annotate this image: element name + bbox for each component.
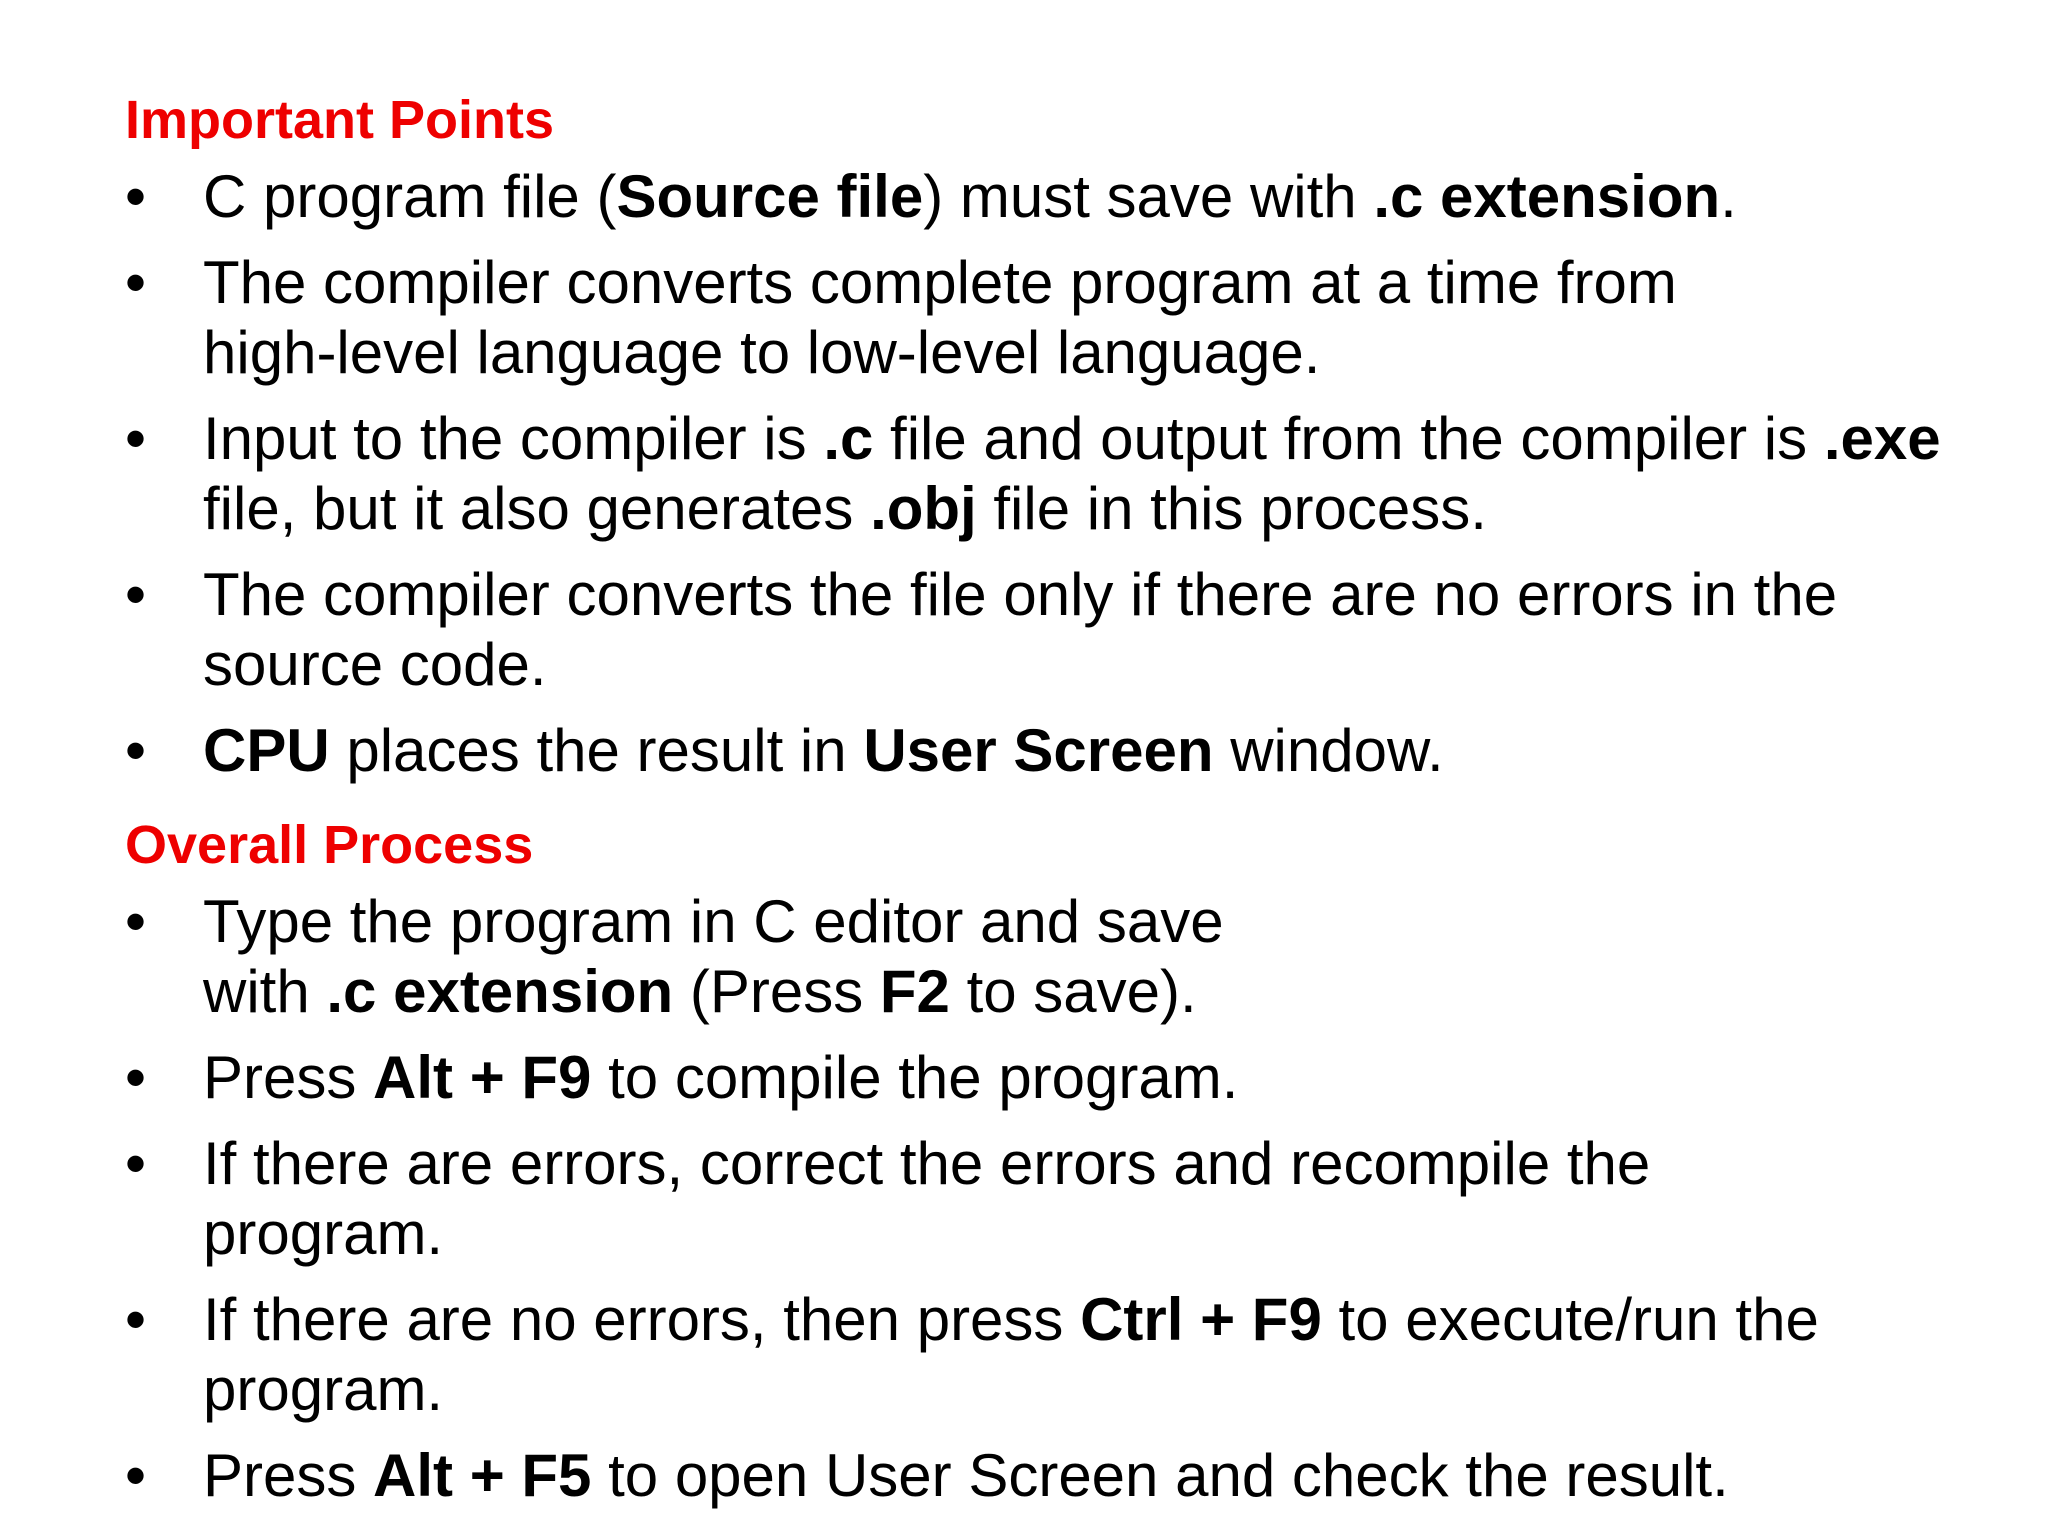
bullet-dot-icon: • — [125, 561, 147, 628]
text-run: to save). — [949, 958, 1197, 1025]
text-run: to execute/run the program. — [203, 1286, 1819, 1423]
text-run: If there are no errors, then press — [203, 1286, 1081, 1353]
bullet-item — [125, 560, 1925, 700]
section-heading: Important Points — [125, 90, 554, 150]
text-run: places the result in — [329, 717, 864, 784]
bullet-dot-icon: • — [125, 249, 147, 316]
text-run: If there are errors, correct the errors and recompile the program. — [203, 1130, 1651, 1267]
bullet-text — [203, 249, 1677, 386]
text-run: (Press — [673, 958, 880, 1025]
bullet-item — [125, 1285, 1925, 1425]
bullet-text — [203, 405, 1941, 542]
text-run: Press — [203, 1044, 374, 1111]
bullet-dot-icon: • — [125, 405, 147, 472]
text-run: Type the program in C editor and save with — [203, 888, 1224, 1025]
text-run: C program file ( — [203, 163, 617, 230]
section-overall-process — [125, 813, 1985, 1511]
bullet-item — [125, 248, 1805, 388]
bullet-dot-icon: • — [125, 888, 147, 955]
text-run: . — [1720, 163, 1737, 230]
bullet-text — [203, 1130, 1650, 1267]
bullet-item — [125, 1129, 1845, 1269]
text-run: ) must save with — [923, 163, 1374, 230]
text-run: to compile the program. — [591, 1044, 1239, 1111]
bullet-text — [203, 1044, 1238, 1111]
text-run: file and output from the compiler is — [873, 405, 1824, 472]
bullet-item — [125, 1441, 1985, 1511]
bullet-text — [203, 1286, 1819, 1423]
bullet-dot-icon: • — [125, 1442, 147, 1509]
bold-text: F2 — [879, 958, 950, 1025]
bold-text: .c extension — [326, 958, 674, 1025]
text-run: to open User Screen and check the result. — [591, 1442, 1729, 1509]
bullet-dot-icon: • — [125, 163, 147, 230]
bullet-text — [203, 561, 1837, 698]
bullet-item — [125, 716, 1985, 786]
bullet-dot-icon: • — [125, 1044, 147, 1111]
text-run: window. — [1213, 717, 1444, 784]
bold-text: Ctrl + F9 — [1080, 1286, 1322, 1353]
bullet-text — [203, 163, 1737, 230]
text-run: The compiler converts the file only if there are no errors in the source code. — [203, 561, 1838, 698]
bold-text: .c extension — [1373, 163, 1721, 230]
bold-text: User Screen — [863, 717, 1214, 784]
bold-text: Alt + F9 — [373, 1044, 592, 1111]
text-run: file in this process. — [976, 475, 1487, 542]
text-run: Press — [203, 1442, 374, 1509]
bullet-item — [125, 404, 1985, 544]
bullet-item — [125, 1043, 1985, 1113]
section-heading: Overall Process — [125, 815, 534, 875]
bullet-text — [203, 1442, 1729, 1509]
bold-text: .exe — [1823, 405, 1941, 472]
bold-text: CPU — [203, 717, 330, 784]
bullet-text — [203, 888, 1224, 1025]
text-run: file, but it also generates — [203, 475, 871, 542]
bold-text: Alt + F5 — [373, 1442, 592, 1509]
bullet-dot-icon: • — [125, 1286, 147, 1353]
bullet-list — [125, 162, 1985, 786]
bold-text: .obj — [870, 475, 977, 542]
bullet-item — [125, 162, 1985, 232]
bullet-text — [203, 717, 1444, 784]
bold-text: Source file — [616, 163, 924, 230]
bullet-item — [125, 887, 1345, 1027]
bullet-list — [125, 887, 1985, 1511]
bullet-dot-icon: • — [125, 717, 147, 784]
text-run: The compiler converts complete program at a time from high-level language to low-level language. — [203, 249, 1677, 386]
section-important-points — [125, 88, 1985, 786]
text-run: Input to the compiler is — [203, 405, 824, 472]
bullet-dot-icon: • — [125, 1130, 147, 1197]
bold-text: .c — [823, 405, 874, 472]
